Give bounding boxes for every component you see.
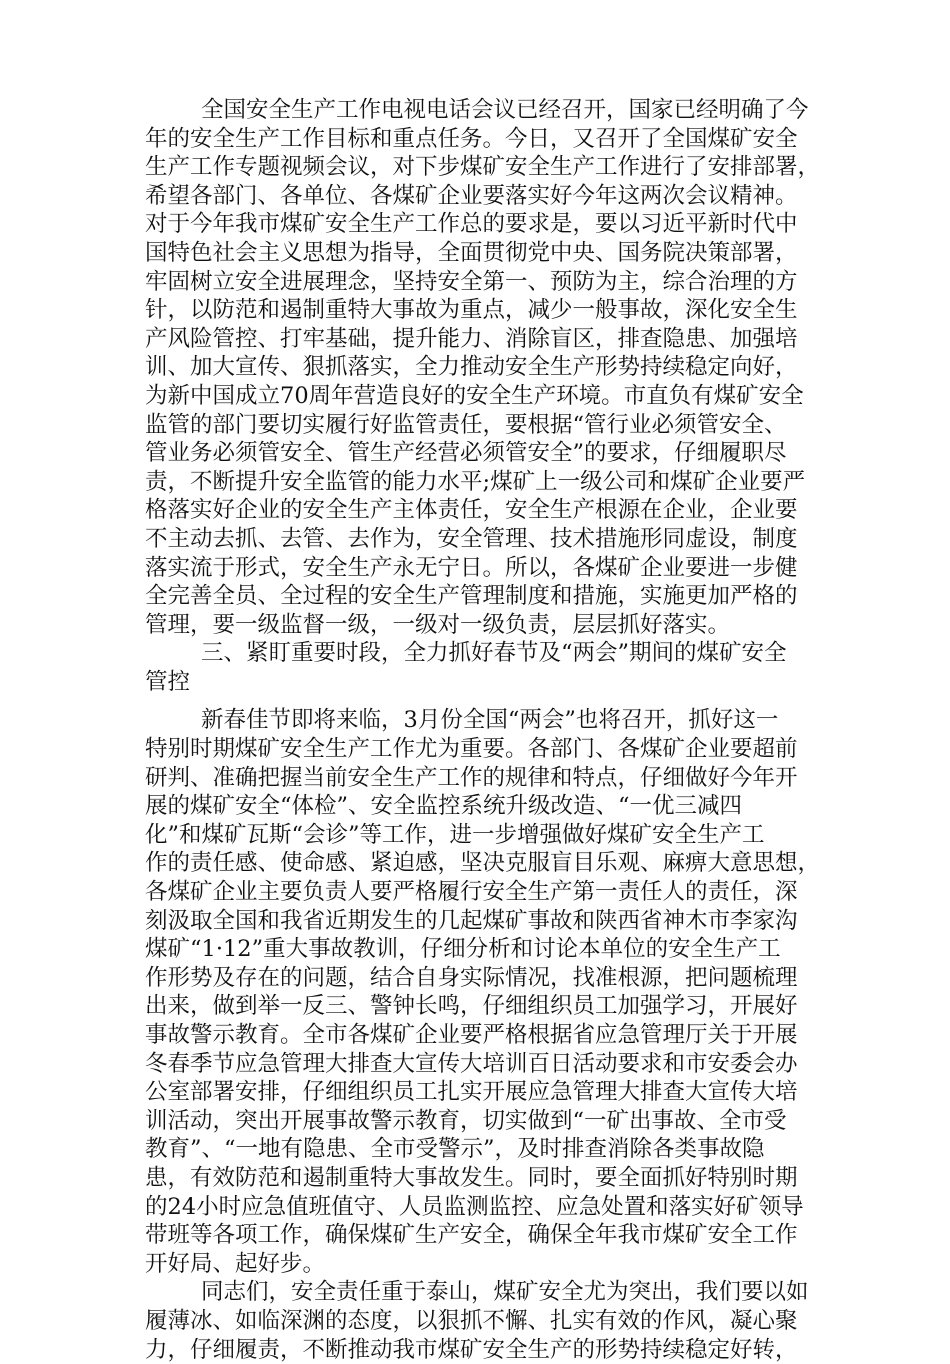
text-line: 公室部署安排，仔细组织员工扎实开展应急管理大排查大宣传大培: [145, 1079, 798, 1106]
text-line: 研判、准确把握当前安全生产工作的规律和特点，仔细做好今年开: [145, 764, 798, 791]
text-line: 冬春季节应急管理大排查大宣传大培训百日活动要求和市安委会办: [145, 1050, 798, 1077]
text-line: 教育”、“一地有隐患、全市受警示”，及时排查消除各类事故隐: [145, 1136, 765, 1163]
paragraph-spring-festival-safety: [145, 706, 821, 1278]
text-line: 训活动，突出开展事故警示教育，切实做到“一矿出事故、全市受: [145, 1107, 787, 1134]
text-line: 的24小时应急值班值守、人员监测监控、应急处置和落实好矿领导: [145, 1193, 804, 1220]
paragraph-safety-requirements: [145, 96, 821, 639]
text-line: 全完善全员、全过程的安全生产管理制度和措施，实施更加严格的: [145, 583, 798, 610]
text-line: 履薄冰、如临深渊的态度，以狠抓不懈、扎实有效的作风，凝心聚: [145, 1307, 798, 1334]
text-line: 开好局、起好步。: [145, 1250, 326, 1277]
text-line: 针，以防范和遏制重特大事故为重点，减少一般事故，深化安全生: [145, 297, 798, 324]
text-line: 全国安全生产工作电视电话会议已经召开，国家已经明确了今: [201, 97, 809, 123]
text-line: 患，有效防范和遏制重特大事故发生。同时，要全面抓好特别时期: [145, 1164, 798, 1191]
heading-line: 三、紧盯重要时段，全力抓好春节及“两会”期间的煤矿安全: [201, 640, 787, 667]
text-line: 国特色社会主义思想为指导，全面贯彻党中央、国务院决策部署，: [145, 239, 798, 266]
text-line: 对于今年我市煤矿安全生产工作总的要求是，要以习近平新时代中: [145, 211, 798, 238]
document-page: [145, 96, 821, 1364]
text-line: 产风险管控、打牢基础，提升能力、消除盲区，排查隐患、加强培: [145, 325, 798, 352]
paragraph-closing-remarks: [145, 1278, 807, 1364]
text-line: 事故警示教育。全市各煤矿企业要严格根据省应急管理厅关于开展: [145, 1022, 798, 1048]
text-line: 责，不断提升安全监管的能力水平;煤矿上一级公司和煤矿企业要严: [145, 468, 806, 495]
text-line: 煤矿“1·12”重大事故教训，仔细分析和讨论本单位的安全生产工: [145, 936, 781, 963]
text-line: 新春佳节即将来临，3月份全国“两会”也将召开，抓好这一: [201, 707, 779, 734]
text-line: 训、加大宣传、狠抓落实，全力推动安全生产形势持续稳定向好，: [145, 354, 798, 381]
text-line: 希望各部门、各单位、各煤矿企业要落实好今年这两次会议精神。: [145, 182, 798, 209]
text-line: 出来，做到举一反三、警钟长鸣，仔细组织员工加强学习，开展好: [145, 993, 798, 1020]
text-line: 特别时期煤矿安全生产工作尤为重要。各部门、各煤矿企业要超前: [145, 736, 798, 763]
text-line: 落实流于形式，安全生产永无宁日。所以，各煤矿企业要进一步健: [145, 554, 798, 581]
text-line: 作的责任感、使命感、紧迫感，坚决克服盲目乐观、麻痹大意思想，: [145, 850, 821, 877]
text-line: 各煤矿企业主要负责人要严格履行安全生产第一责任人的责任，深: [145, 879, 798, 906]
text-line: 为新中国成立70周年营造良好的安全生产环境。市直负有煤矿安全: [145, 382, 804, 409]
text-line: 管业务必须管安全、管生产经营必须管安全”的要求，仔细履职尽: [145, 440, 787, 467]
text-line: 展的煤矿安全“体检”、安全监控系统升级改造、“一优三减四: [145, 793, 743, 820]
text-line: 管理，要一级监督一级，一级对一级负责，层层抓好落实。: [145, 611, 731, 638]
text-line: 年的安全生产工作目标和重点任务。今日，又召开了全国煤矿安全: [145, 125, 798, 152]
text-line: 监管的部门要切实履行好监管责任，要根据“管行业必须管安全、: [145, 411, 787, 438]
text-line: 带班等各项工作，确保煤矿生产安全，确保全年我市煤矿安全工作: [145, 1222, 798, 1249]
section-heading: [145, 639, 807, 696]
text-line: 同志们，安全责任重于泰山，煤矿安全尤为突出，我们要以如: [201, 1279, 809, 1306]
text-line: 作形势及存在的问题，结合自身实际情况，找准根源，把问题梳理: [145, 964, 798, 991]
text-line: 化”和煤矿瓦斯“会诊”等工作，进一步增强做好煤矿安全生产工: [145, 821, 765, 848]
text-line: 生产工作专题视频会议，对下步煤矿安全生产工作进行了安排部署，: [145, 154, 821, 181]
text-line: 格落实好企业的安全生产主体责任，安全生产根源在企业，企业要: [145, 497, 798, 524]
text-line: 力，仔细履责，不断推动我市煤矿安全生产的形势持续稳定好转，: [145, 1336, 798, 1363]
text-line: 不主动去抓、去管、去作为，安全管理、技术措施形同虚设，制度: [145, 525, 798, 552]
text-line: 刻汲取全国和我省近期发生的几起煤矿事故和陕西省神木市李家沟: [145, 907, 798, 934]
heading-line: 管控: [145, 668, 191, 695]
text-line: 牢固树立安全进展理念，坚持安全第一、预防为主，综合治理的方: [145, 268, 798, 295]
